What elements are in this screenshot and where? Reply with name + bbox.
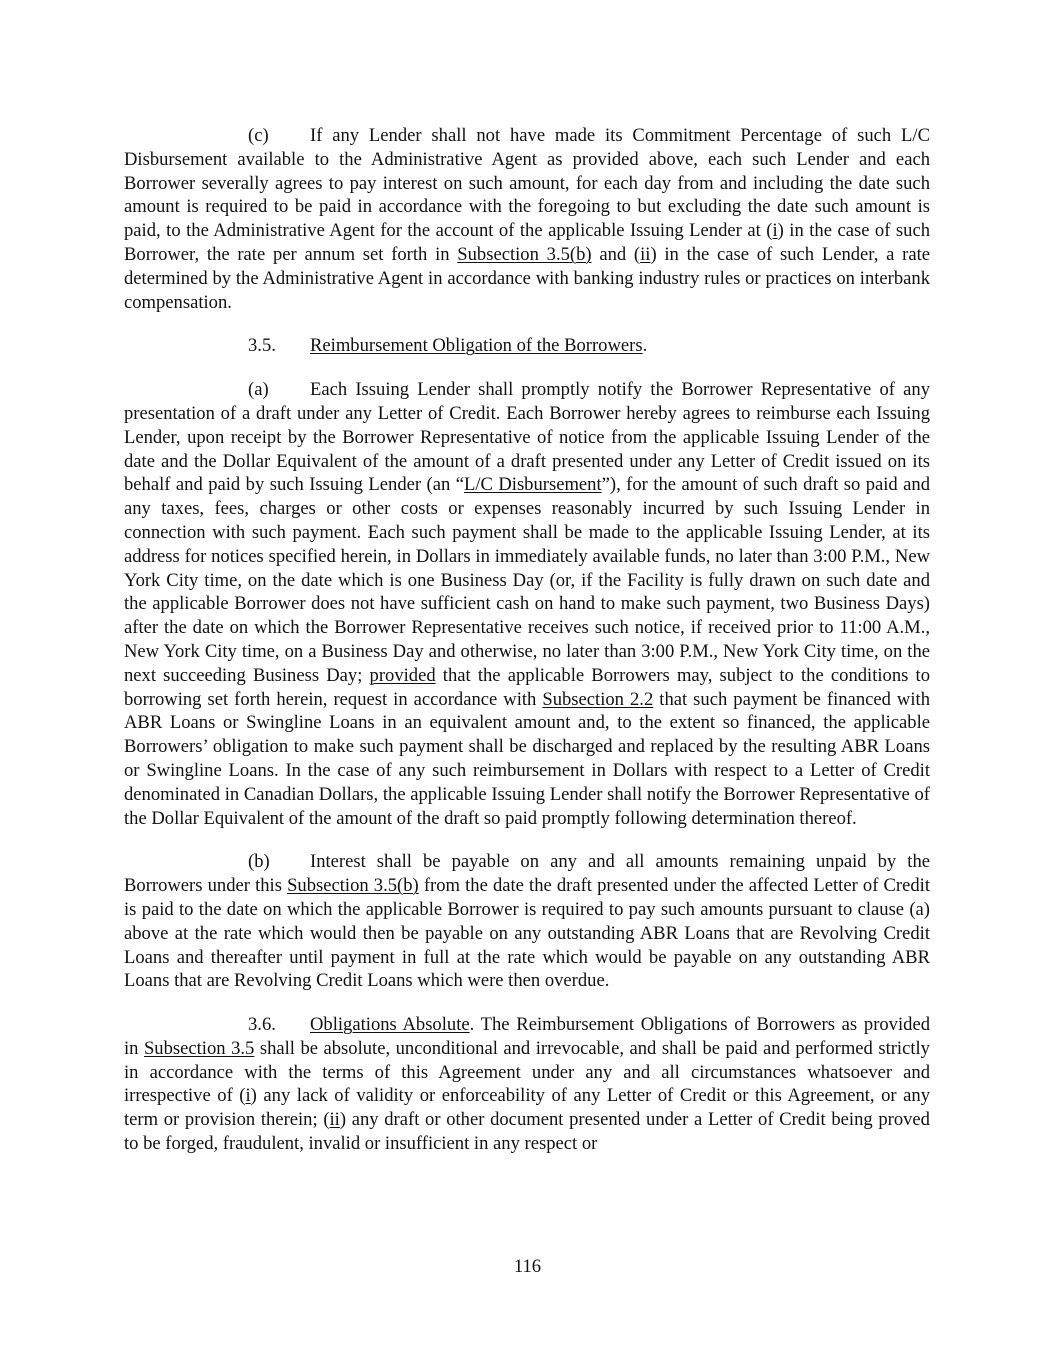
lc-disbursement-term: L/C Disbursement (463, 474, 602, 496)
paragraph-c (124, 124, 930, 314)
paragraph-b (124, 850, 930, 993)
section-3-6-text-3: ) any lack of validity or enforceability of any Letter of Credit or this Agreement, or any term or provision therein; ( (124, 1085, 931, 1131)
subsection-3-5-b-reference-2: Subsection 3.5(b) (287, 875, 419, 897)
section-3-6-number: 3.6. (248, 1014, 276, 1036)
paragraph-b-text-2: from the date the draft presented under the affected Letter of Credit is paid to the date on which the applicable Borrower is required to pay such amounts pursuant to clause (a) above at the rate which would then be payable on any outstanding ABR Loans that are Revolving Credit Loans and thereafter until payment in full at the rate which would be payable on any outstanding ABR Loans that are Revolving Credit Loans which were then overdue. (124, 875, 930, 992)
section-3-6-clause-ii: ii (329, 1109, 340, 1131)
document-page (124, 124, 930, 1176)
paragraph-a-text-2: ”), for the amount of such draft so paid and any taxes, fees, charges or other costs or expenses reasonably incurred by such Issuing Lender in connection with such payment. Each such payment shall be made to the applicable Issuing Lender, at its address for notices specified herein, in Dollars in immediately available funds, no later than 3:00 P.M., New York City time, on the date which is one Business Day (or, if the Facility is fully drawn on such date and the applicable Borrower does not have sufficient cash on hand to make such payment, two Business Days) after the date on which the Borrower Representative receives such notice, if received prior to 11:00 A.M., New York City time, on a Business Day and otherwise, no later than 3:00 P.M., New York City time, on the next succeeding Business Day; (124, 474, 931, 686)
paragraph-a (124, 378, 930, 830)
section-3-6-paragraph (124, 1013, 930, 1156)
paragraph-c-text-2: ) in the case of such Borrower, the rate per annum set forth in (124, 220, 930, 265)
paragraph-c-clause-ii: ii (640, 243, 651, 265)
section-3-5-title: Reimbursement Obligation of the Borrowers (310, 335, 643, 357)
provided-term: provided (369, 664, 436, 686)
paragraph-a-text-1: Each Issuing Lender shall promptly notify the Borrower Representative of any presentation of a draft under any Letter of Credit. Each Borrower hereby agrees to reimburse each Issuing Lender, upon receipt by the Borrower Representative of notice from the applicable Issuing Lender of the date and the Dollar Equivalent of the amount of a draft presented under any Letter of Credit issued on its behalf and paid by such Issuing Lender (an “ (124, 379, 930, 496)
paragraph-b-text-1: Interest shall be payable on any and all amounts remaining unpaid by the Borrowers under this (124, 851, 930, 897)
paragraph-a-text-4: that such payment be financed with ABR Loans or Swingline Loans in an equivalent amount and, to the extent so financed, the applicable Borrowers’ obligation to make such payment shall be discharged and replaced by the resulting ABR Loans or Swingline Loans. In the case of any such reimbursement in Dollars with respect to a Letter of Credit denominated in Canadian Dollars, the applicable Issuing Lender shall notify the Borrower Representative of the Dollar Equivalent of the amount of the draft so paid promptly following determination thereof. (124, 688, 930, 829)
section-3-6-text-2: shall be absolute, unconditional and irrevocable, and shall be paid and performed strictly in accordance with the terms of this Agreement under any and all circumstances whatsoever and irrespective of ( (124, 1037, 930, 1107)
section-3-6-clause-i: i (245, 1085, 251, 1107)
paragraph-c-text-3: and ( (591, 243, 641, 265)
page-number: 116 (513, 1256, 542, 1277)
section-3-6-title: Obligations Absolute (310, 1014, 470, 1036)
section-3-6-text-1: . The Reimbursement Obligations of Borrowers as provided in (124, 1014, 930, 1059)
section-3-6-text-4: ) any draft or other document presented under a Letter of Credit being proved to be forged, fraudulent, invalid or insufficient in any respect or (124, 1109, 930, 1155)
section-3-5-number: 3.5. (248, 335, 276, 357)
paragraph-a-label: (a) (248, 379, 269, 401)
paragraph-c-text-1: If any Lender shall not have made its Commitment Percentage of such L/C Disbursement available to the Administrative Agent as provided above, each such Lender and each Borrower severally agrees to pay interest on such amount, for each day from and including the date such amount is required to be paid in accordance with the foregoing to but excluding the date such amount is paid, to the Administrative Agent for the account of the applicable Issuing Lender at ( (124, 125, 930, 242)
subsection-3-5-b-reference: Subsection 3.5(b) (457, 243, 592, 265)
paragraph-c-clause-i: i (772, 220, 778, 242)
section-3-5-period: . (642, 335, 648, 357)
subsection-2-2-reference: Subsection 2.2 (542, 688, 654, 710)
paragraph-a-text-3: that the applicable Borrowers may, subject to the conditions to borrowing set forth herein, request in accordance with (124, 664, 930, 710)
section-3-5-heading (124, 334, 930, 358)
subsection-3-5-reference: Subsection 3.5 (143, 1037, 255, 1059)
paragraph-b-label: (b) (248, 851, 270, 873)
paragraph-c-text-4: ) in the case of such Lender, a rate determined by the Administrative Agent in accordance with banking industry rules or practices on interbank compensation. (124, 243, 931, 313)
paragraph-c-label: (c) (248, 125, 269, 146)
